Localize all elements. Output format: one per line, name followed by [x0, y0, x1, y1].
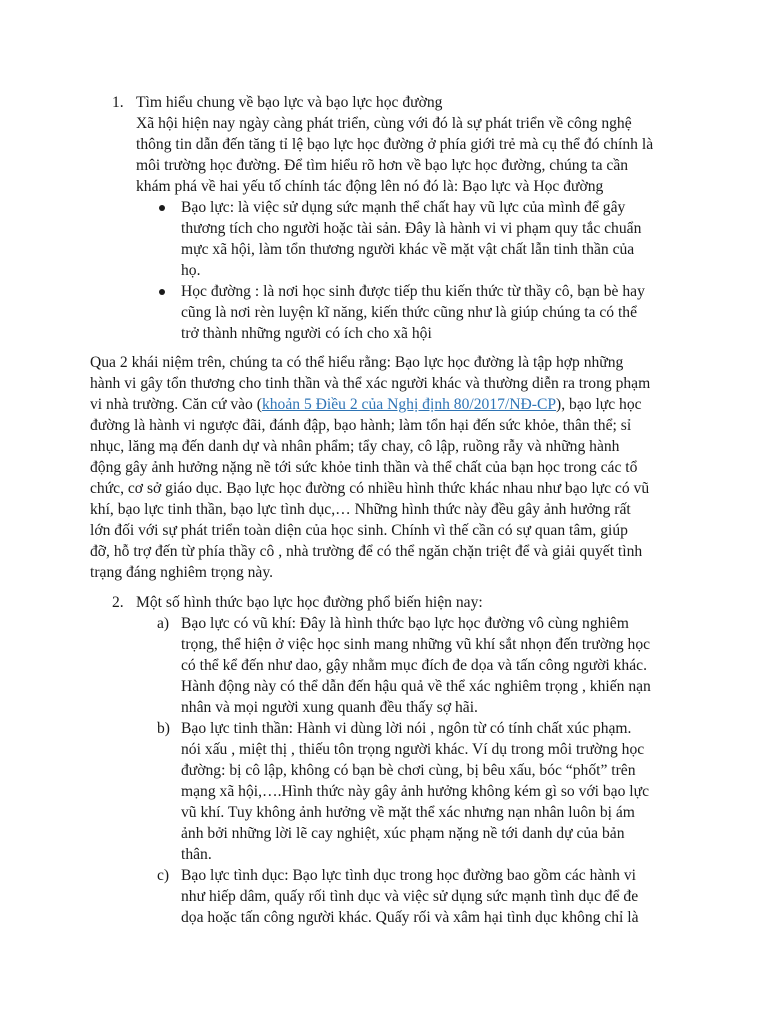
bullet-text-line: trở thành những người có ích cho xã hội	[181, 325, 432, 342]
list-item-line: Bạo lực tình dục: Bạo lực tình dục trong học đường bao gồm các hành vi	[181, 867, 636, 884]
section1-intro-line: thông tin dẫn đến tăng tỉ lệ bạo lực học đường ở phía giới trẻ mà cụ thể đó chính là	[136, 136, 654, 153]
decree-link[interactable]: khoản 5 Điều 2 của Nghị định 80/2017/NĐ-CP	[261, 396, 557, 413]
bullet-text-line: cũng là nơi rèn luyện kĩ năng, kiến thức cũng như là giúp chúng ta có thể	[181, 304, 638, 321]
list-item-line: vũ khí. Tuy không ảnh hưởng về mặt thể xác nhưng nạn nhân luôn bị ám	[181, 804, 635, 821]
list-item-line: nói xấu , miệt thị , thiếu tôn trọng người khác. Ví dụ trong môi trường học	[181, 741, 645, 758]
paragraph-line: động gây ảnh hưởng nặng nề tới sức khỏe tinh thần và thể chất của bạn học trong các tổ	[90, 459, 638, 476]
list-marker: a)	[157, 615, 170, 632]
list-item-line: ảnh bởi những lời lẽ cay nghiệt, xúc phạm nặng nề tới danh dự của bản	[181, 825, 625, 842]
list-item-line: nhân và mọi người xung quanh đều thấy sợ hãi.	[181, 699, 478, 716]
paragraph-line: hành vi gây tổn thương cho tinh thần và thể xác người khác và thường diễn ra trong phạm	[90, 375, 651, 392]
list-item-line: đường: bị cô lập, không có bạn bè chơi cùng, bị bêu xấu, bóc “phốt” trên	[181, 762, 636, 779]
paragraph-line: Qua 2 khái niệm trên, chúng ta có thể hiểu rằng: Bạo lực học đường là tập hợp những	[90, 354, 624, 371]
section2-number: 2.	[112, 594, 124, 611]
bullet-dot	[159, 289, 165, 295]
section1-intro-line: Xã hội hiện nay ngày càng phát triển, cùng với đó là sự phát triển về công nghệ	[136, 115, 632, 132]
paragraph-line: khí, bạo lực tinh thần, bạo lực tình dục,… Những hình thức này đều gây ảnh hưởng rất	[90, 501, 631, 518]
list-item-line: như hiếp dâm, quấy rối tình dục và việc sử dụng sức mạnh tình dục để đe	[181, 888, 639, 905]
paragraph-text: vi nhà trường. Căn cứ vào (	[90, 396, 262, 413]
list-item-line: có thể kể đến như dao, gậy nhằm mục đích đe dọa và tấn công người khác.	[181, 657, 647, 674]
paragraph-text: ), bạo lực học	[556, 396, 642, 413]
section1-number: 1.	[112, 94, 124, 111]
section1-intro-line: khám phá về hai yếu tố chính tác động lên nó đó là: Bạo lực và Học đường	[136, 178, 604, 195]
list-item-line: Hành động này có thể dẫn đến hậu quả về thể xác nghiêm trọng , khiến nạn	[181, 678, 651, 695]
list-marker: b)	[157, 720, 170, 737]
paragraph-line: đỡ, hỗ trợ đến từ phía thầy cô , nhà trường để có thể ngăn chặn triệt để và giải quyết tình	[90, 543, 643, 560]
paragraph-line: nhục, lăng mạ đến danh dự và nhân phẩm; tẩy chay, cô lập, ruồng rẫy và những hành	[90, 438, 620, 455]
section1-intro-line: môi trường học đường. Để tìm hiểu rõ hơn về bạo lực học đường, chúng ta cần	[136, 157, 629, 174]
list-marker: c)	[157, 867, 170, 884]
list-item-line: dọa hoặc tấn công người khác. Quấy rối và xâm hại tình dục không chỉ là	[181, 909, 639, 926]
paragraph-line: chức, cơ sở giáo dục. Bạo lực học đường có nhiều hình thức khác nhau như bạo lực có vũ	[90, 480, 650, 497]
section1-heading: Tìm hiểu chung về bạo lực và bạo lực học đường	[136, 94, 443, 111]
list-item-line: trọng, thể hiện ở việc học sinh mang những vũ khí sắt nhọn đến trường học	[181, 636, 651, 653]
bullet-text-line: thương tích cho người hoặc tài sản. Đây là hành vi vi phạm quy tắc chuẩn	[181, 220, 642, 237]
bullet-text-line: họ.	[181, 262, 201, 279]
paragraph-line	[90, 395, 642, 415]
list-item-line: Bạo lực tinh thần: Hành vi dùng lời nói , ngôn từ có tính chất xúc phạm.	[181, 720, 632, 737]
bullet-text-line: mực xã hội, làm tổn thương người khác về mặt vật chất lẫn tinh thần của	[181, 241, 635, 258]
bullet-text-line: Học đường : là nơi học sinh được tiếp thu kiến thức từ thầy cô, bạn bè hay	[181, 283, 645, 300]
paragraph-line: đường là hành vi ngược đãi, đánh đập, bạo hành; làm tổn hại đến sức khỏe, thân thể; sỉ	[90, 417, 632, 434]
list-item-line: mạng xã hội,….Hình thức này gây ảnh hưởng không kém gì so với bạo lực	[181, 783, 650, 800]
section2-heading: Một số hình thức bạo lực học đường phổ biến hiện nay:	[136, 594, 483, 611]
list-item-line: Bạo lực có vũ khí: Đây là hình thức bạo lực học đường vô cùng nghiêm	[181, 615, 629, 632]
paragraph-line: trạng đáng nghiêm trọng này.	[90, 564, 274, 581]
list-item-line: thân.	[181, 846, 212, 863]
bullet-text-line: Bạo lực: là việc sử dụng sức mạnh thể chất hay vũ lực của mình để gây	[181, 199, 626, 216]
paragraph-line: lớn đối với sự phát triển toàn diện của học sinh. Chính vì thế cần có sự quan tâm, giúp	[90, 522, 628, 539]
bullet-dot	[159, 205, 165, 211]
